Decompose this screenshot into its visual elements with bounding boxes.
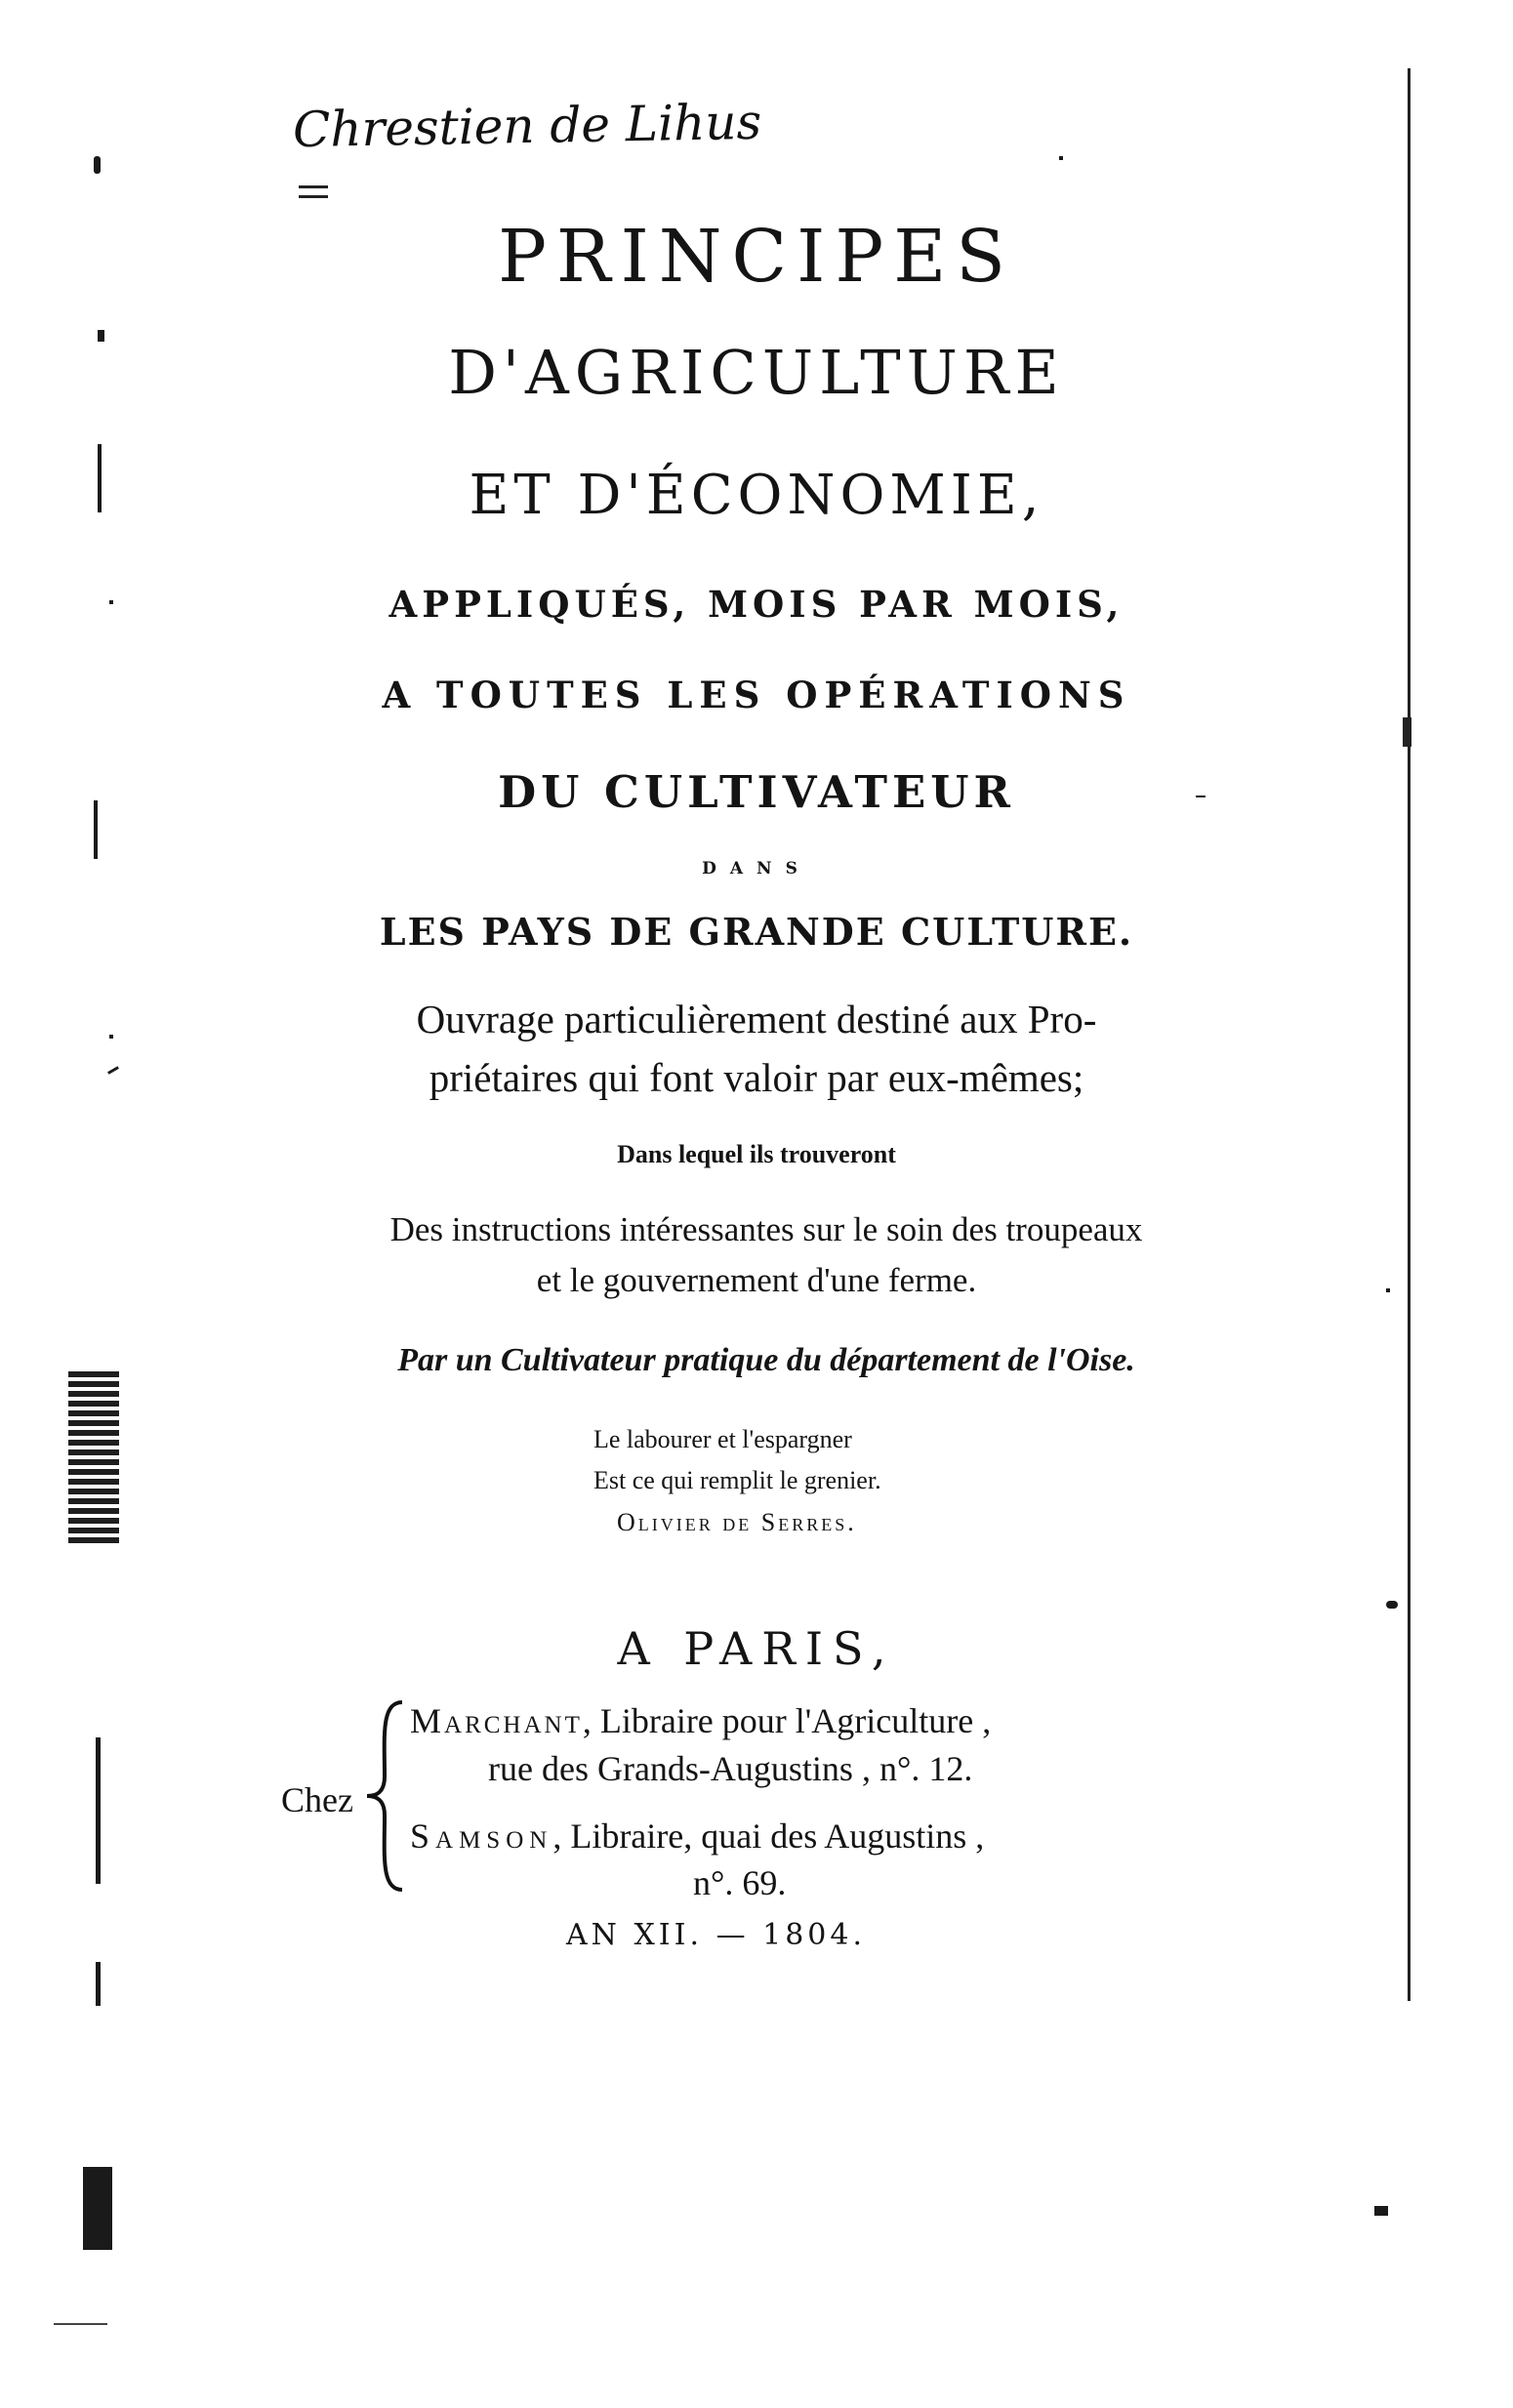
binding-smudge <box>68 1371 119 1547</box>
ink-mark <box>299 185 328 188</box>
publisher1-name: Marchant <box>410 1701 583 1740</box>
title-grande-culture: LES PAYS DE GRANDE CULTURE. <box>379 910 1134 954</box>
subtitle-line2: priétaires qui font valoir par eux-mêmes; <box>429 1055 1084 1100</box>
speck <box>96 1737 101 1884</box>
speck <box>1059 156 1063 160</box>
epigraph-line1: Le labourer et l'espargner <box>593 1425 852 1453</box>
title-principes: PRINCIPES <box>498 215 1015 299</box>
speck <box>1374 2206 1388 2216</box>
speck <box>94 156 101 174</box>
publisher2-line1: Samson, Libraire, quai des Augustins , <box>410 1816 985 1856</box>
binding-smudge <box>54 2323 107 2325</box>
title-operations: A TOUTES LES OPÉRATIONS <box>382 673 1131 716</box>
imprint-city: A PARIS, <box>617 1622 896 1675</box>
speck <box>109 600 113 604</box>
title-agriculture: D'AGRICULTURE <box>448 337 1065 408</box>
speck <box>94 800 98 859</box>
imprint-chez: Chez <box>281 1780 353 1819</box>
publisher2-line2: n°. 69. <box>693 1863 787 1902</box>
ink-mark <box>299 195 328 198</box>
speck <box>98 444 102 512</box>
author-line: Par un Cultivateur pratique du département de l'Oise. <box>397 1342 1135 1378</box>
epigraph-attribution: Olivier de Serres. <box>617 1508 857 1536</box>
binding-smudge <box>83 2167 112 2250</box>
speck <box>1386 1288 1390 1292</box>
speck <box>1196 796 1206 797</box>
title-economie: ET D'ÉCONOMIE, <box>469 464 1044 527</box>
handwritten-signature: Chrestien de Lihus <box>292 93 762 159</box>
publisher1-line2: rue des Grands-Augustins , n°. 12. <box>488 1749 973 1788</box>
speck <box>96 1962 101 2006</box>
publisher1-line1: Marchant, Libraire pour l'Agriculture , <box>410 1701 992 1740</box>
epigraph-line2: Est ce qui remplit le grenier. <box>593 1466 881 1494</box>
page-edge-mark <box>1403 717 1411 747</box>
title-cultivateur: DU CULTIVATEUR <box>498 766 1015 818</box>
subtitle-line1: Ouvrage particulièrement destiné aux Pro- <box>416 997 1097 1041</box>
in-which: Dans lequel ils trouveront <box>617 1140 896 1168</box>
publisher2-name: Samson <box>410 1816 553 1856</box>
instructions-line1: Des instructions intéressantes sur le soin des troupeaux <box>389 1210 1143 1248</box>
title-appliques: APPLIQUÉS, MOIS PAR MOIS, <box>388 583 1125 626</box>
instructions-line2: et le gouvernement d'une ferme. <box>536 1261 977 1299</box>
speck <box>109 1035 113 1039</box>
speck <box>1386 1601 1398 1609</box>
speck <box>98 330 104 342</box>
page-edge-line <box>1408 68 1411 2001</box>
curly-brace <box>363 1698 410 1894</box>
imprint-date: AN XII. — 1804. <box>566 1918 867 1952</box>
title-dans: DANS <box>702 859 811 878</box>
